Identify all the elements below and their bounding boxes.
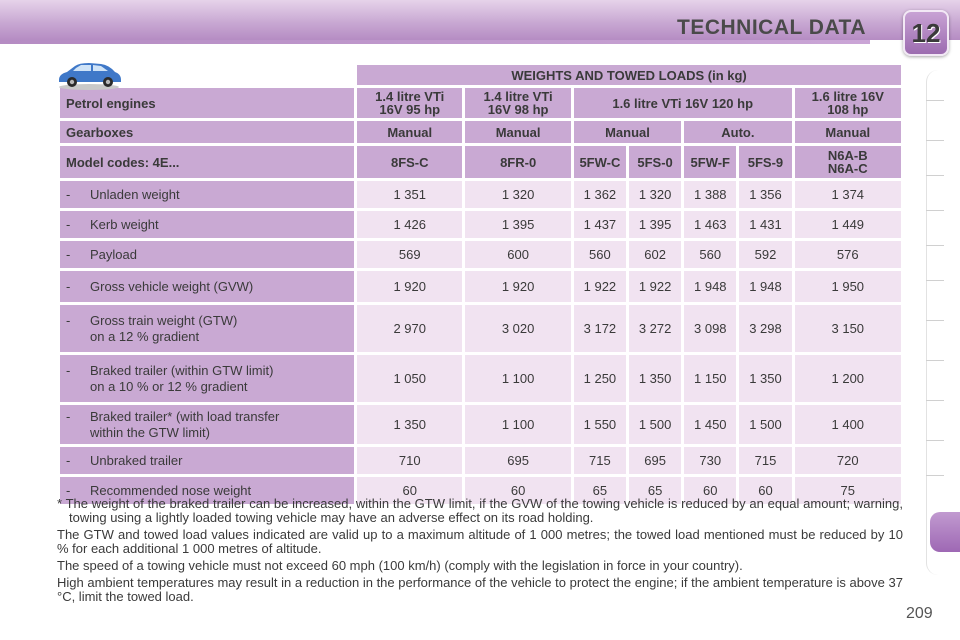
value-cell: 60 [739, 477, 791, 504]
model-code: 5FS-9 [739, 146, 791, 178]
value-cell: 1 200 [795, 355, 901, 402]
value-cell: 1 400 [795, 405, 901, 444]
row-label-text: Unbraked trailer [90, 452, 183, 468]
row-label: - Recommended nose weight [60, 477, 354, 504]
value-cell: 1 150 [684, 355, 736, 402]
table-row [60, 181, 901, 208]
table-row [60, 405, 901, 444]
model-code: 8FR-0 [465, 146, 570, 178]
value-cell: 1 950 [795, 271, 901, 302]
value-cell: 1 948 [684, 271, 736, 302]
value-cell: 1 437 [574, 211, 626, 238]
value-cell: 695 [465, 447, 570, 474]
row-label-text: Payload [90, 246, 137, 262]
value-cell: 695 [629, 447, 681, 474]
row-label: - Unladen weight [60, 181, 354, 208]
value-cell: 1 320 [629, 181, 681, 208]
row-label: - Unbraked trailer [60, 447, 354, 474]
table-body [60, 181, 901, 504]
value-cell: 592 [739, 241, 791, 268]
row-label: - Payload [60, 241, 354, 268]
value-cell: 1 449 [795, 211, 901, 238]
table-row [60, 447, 901, 474]
tab-divider [926, 400, 944, 401]
value-cell: 1 388 [684, 181, 736, 208]
value-cell: 602 [629, 241, 681, 268]
note-paragraph: The GTW and towed load values indicated are valid up to a maximum altitude of 1 000 metres; the towed load mentioned must be reduced by 10 % for each additional 1 000 metres of altitude. [57, 527, 903, 556]
value-cell: 60 [357, 477, 462, 504]
table-row [60, 305, 901, 352]
row-label-text: Unladen weight [90, 186, 180, 202]
table-row [60, 211, 901, 238]
value-cell: 3 150 [795, 305, 901, 352]
value-cell: 1 362 [574, 181, 626, 208]
value-cell: 560 [574, 241, 626, 268]
value-cell: 3 272 [629, 305, 681, 352]
value-cell: 1 922 [574, 271, 626, 302]
row-label-text: Braked trailer* (with load transfer within the GTW limit) [90, 408, 280, 440]
value-cell: 1 350 [739, 355, 791, 402]
row-label: - Gross train weight (GTW) on a 12 % gradient [60, 305, 354, 352]
tab-divider [926, 280, 944, 281]
engine-header: 1.4 litre VTi 16V 95 hp [357, 88, 462, 118]
value-cell: 576 [795, 241, 901, 268]
tab-divider [926, 140, 944, 141]
model-code: 5FS-0 [629, 146, 681, 178]
row-label: - Braked trailer (within GTW limit) on a 10 % or 12 % gradient [60, 355, 354, 402]
weights-table [57, 62, 904, 507]
car-icon [55, 60, 123, 90]
tab-divider [926, 175, 944, 176]
value-cell: 60 [684, 477, 736, 504]
note-paragraph: The speed of a towing vehicle must not exceed 60 mph (100 km/h) (comply with the legislation in force in your country). [57, 558, 743, 573]
notes [57, 497, 903, 607]
row-label-text: Gross vehicle weight (GVW) [90, 278, 254, 294]
gearboxes-label: Gearboxes [60, 121, 354, 143]
value-cell: 1 463 [684, 211, 736, 238]
tab-divider [926, 100, 944, 101]
chapter-number: 12 [911, 17, 941, 48]
value-cell: 2 970 [357, 305, 462, 352]
page-number: 209 [906, 605, 933, 622]
row-label-text: Recommended nose weight [90, 482, 252, 498]
tab-divider [926, 210, 944, 211]
value-cell: 1 431 [739, 211, 791, 238]
value-cell: 1 356 [739, 181, 791, 208]
note-paragraph: High ambient temperatures may result in a reduction in the performance of the vehicle to protect the engine; if the ambient temperature is above 37 °C, limit the towed load. [57, 575, 903, 604]
value-cell: 1 395 [465, 211, 570, 238]
tab-technical-data[interactable] [930, 512, 960, 552]
value-cell: 730 [684, 447, 736, 474]
value-cell: 3 098 [684, 305, 736, 352]
value-cell: 715 [574, 447, 626, 474]
value-cell: 65 [574, 477, 626, 504]
page-title: TECHNICAL DATA [677, 16, 866, 39]
row-label-text: Braked trailer (within GTW limit) on a 10 % or 12 % gradient [90, 362, 274, 394]
value-cell: 1 351 [357, 181, 462, 208]
value-cell: 60 [465, 477, 570, 504]
value-cell: 1 500 [739, 405, 791, 444]
value-cell: 65 [629, 477, 681, 504]
gearbox-header: Manual [465, 121, 570, 143]
tab-divider [926, 440, 944, 441]
model-codes-label: Model codes: 4E... [60, 146, 354, 178]
value-cell: 1 922 [629, 271, 681, 302]
gearbox-header: Manual [574, 121, 681, 143]
row-label: - Kerb weight [60, 211, 354, 238]
value-cell: 3 020 [465, 305, 570, 352]
value-cell: 710 [357, 447, 462, 474]
value-cell: 715 [739, 447, 791, 474]
value-cell: 1 350 [629, 355, 681, 402]
value-cell: 1 350 [357, 405, 462, 444]
row-label: - Braked trailer* (with load transfer within the GTW limit) [60, 405, 354, 444]
tab-divider [926, 360, 944, 361]
value-cell: 1 426 [357, 211, 462, 238]
value-cell: 560 [684, 241, 736, 268]
value-cell: 1 948 [739, 271, 791, 302]
model-code: 5FW-F [684, 146, 736, 178]
table-row [60, 271, 901, 302]
chapter-badge [903, 10, 949, 56]
chapter-tabs [926, 70, 960, 575]
table-row [60, 241, 901, 268]
value-cell: 1 374 [795, 181, 901, 208]
gearbox-header: Manual [795, 121, 901, 143]
footnote: * The weight of the braked trailer can be increased, within the GTW limit, if the GVW of the towing vehicle is reduced by an equal amount; warning, towing using a lightly loaded towing vehicle may have an adverse effect on its road holding. [57, 496, 903, 525]
row-label-text: Kerb weight [90, 216, 159, 232]
table-title: WEIGHTS AND TOWED LOADS (in kg) [357, 65, 901, 85]
value-cell: 1 250 [574, 355, 626, 402]
value-cell: 1 920 [357, 271, 462, 302]
tab-divider [926, 475, 944, 476]
value-cell: 1 395 [629, 211, 681, 238]
value-cell: 600 [465, 241, 570, 268]
row-label-text: Gross train weight (GTW) on a 12 % gradient [90, 312, 238, 344]
value-cell: 3 172 [574, 305, 626, 352]
table-row [60, 355, 901, 402]
row-label: - Gross vehicle weight (GVW) [60, 271, 354, 302]
engine-header: 1.6 litre VTi 16V 120 hp [574, 88, 792, 118]
model-code: N6A-B N6A-C [795, 146, 901, 178]
value-cell: 1 450 [684, 405, 736, 444]
value-cell: 1 100 [465, 355, 570, 402]
model-code: 5FW-C [574, 146, 626, 178]
value-cell: 1 320 [465, 181, 570, 208]
model-code: 8FS-C [357, 146, 462, 178]
tab-divider [926, 245, 944, 246]
gearbox-header: Manual [357, 121, 462, 143]
value-cell: 75 [795, 477, 901, 504]
value-cell: 1 100 [465, 405, 570, 444]
value-cell: 1 050 [357, 355, 462, 402]
engines-label: Petrol engines [60, 88, 354, 118]
value-cell: 1 500 [629, 405, 681, 444]
value-cell: 569 [357, 241, 462, 268]
value-cell: 3 298 [739, 305, 791, 352]
value-cell: 720 [795, 447, 901, 474]
gearbox-header: Auto. [684, 121, 791, 143]
tab-divider [926, 320, 944, 321]
header-rule [0, 40, 870, 44]
value-cell: 1 550 [574, 405, 626, 444]
value-cell: 1 920 [465, 271, 570, 302]
engine-header: 1.6 litre 16V 108 hp [795, 88, 901, 118]
engine-header: 1.4 litre VTi 16V 98 hp [465, 88, 570, 118]
